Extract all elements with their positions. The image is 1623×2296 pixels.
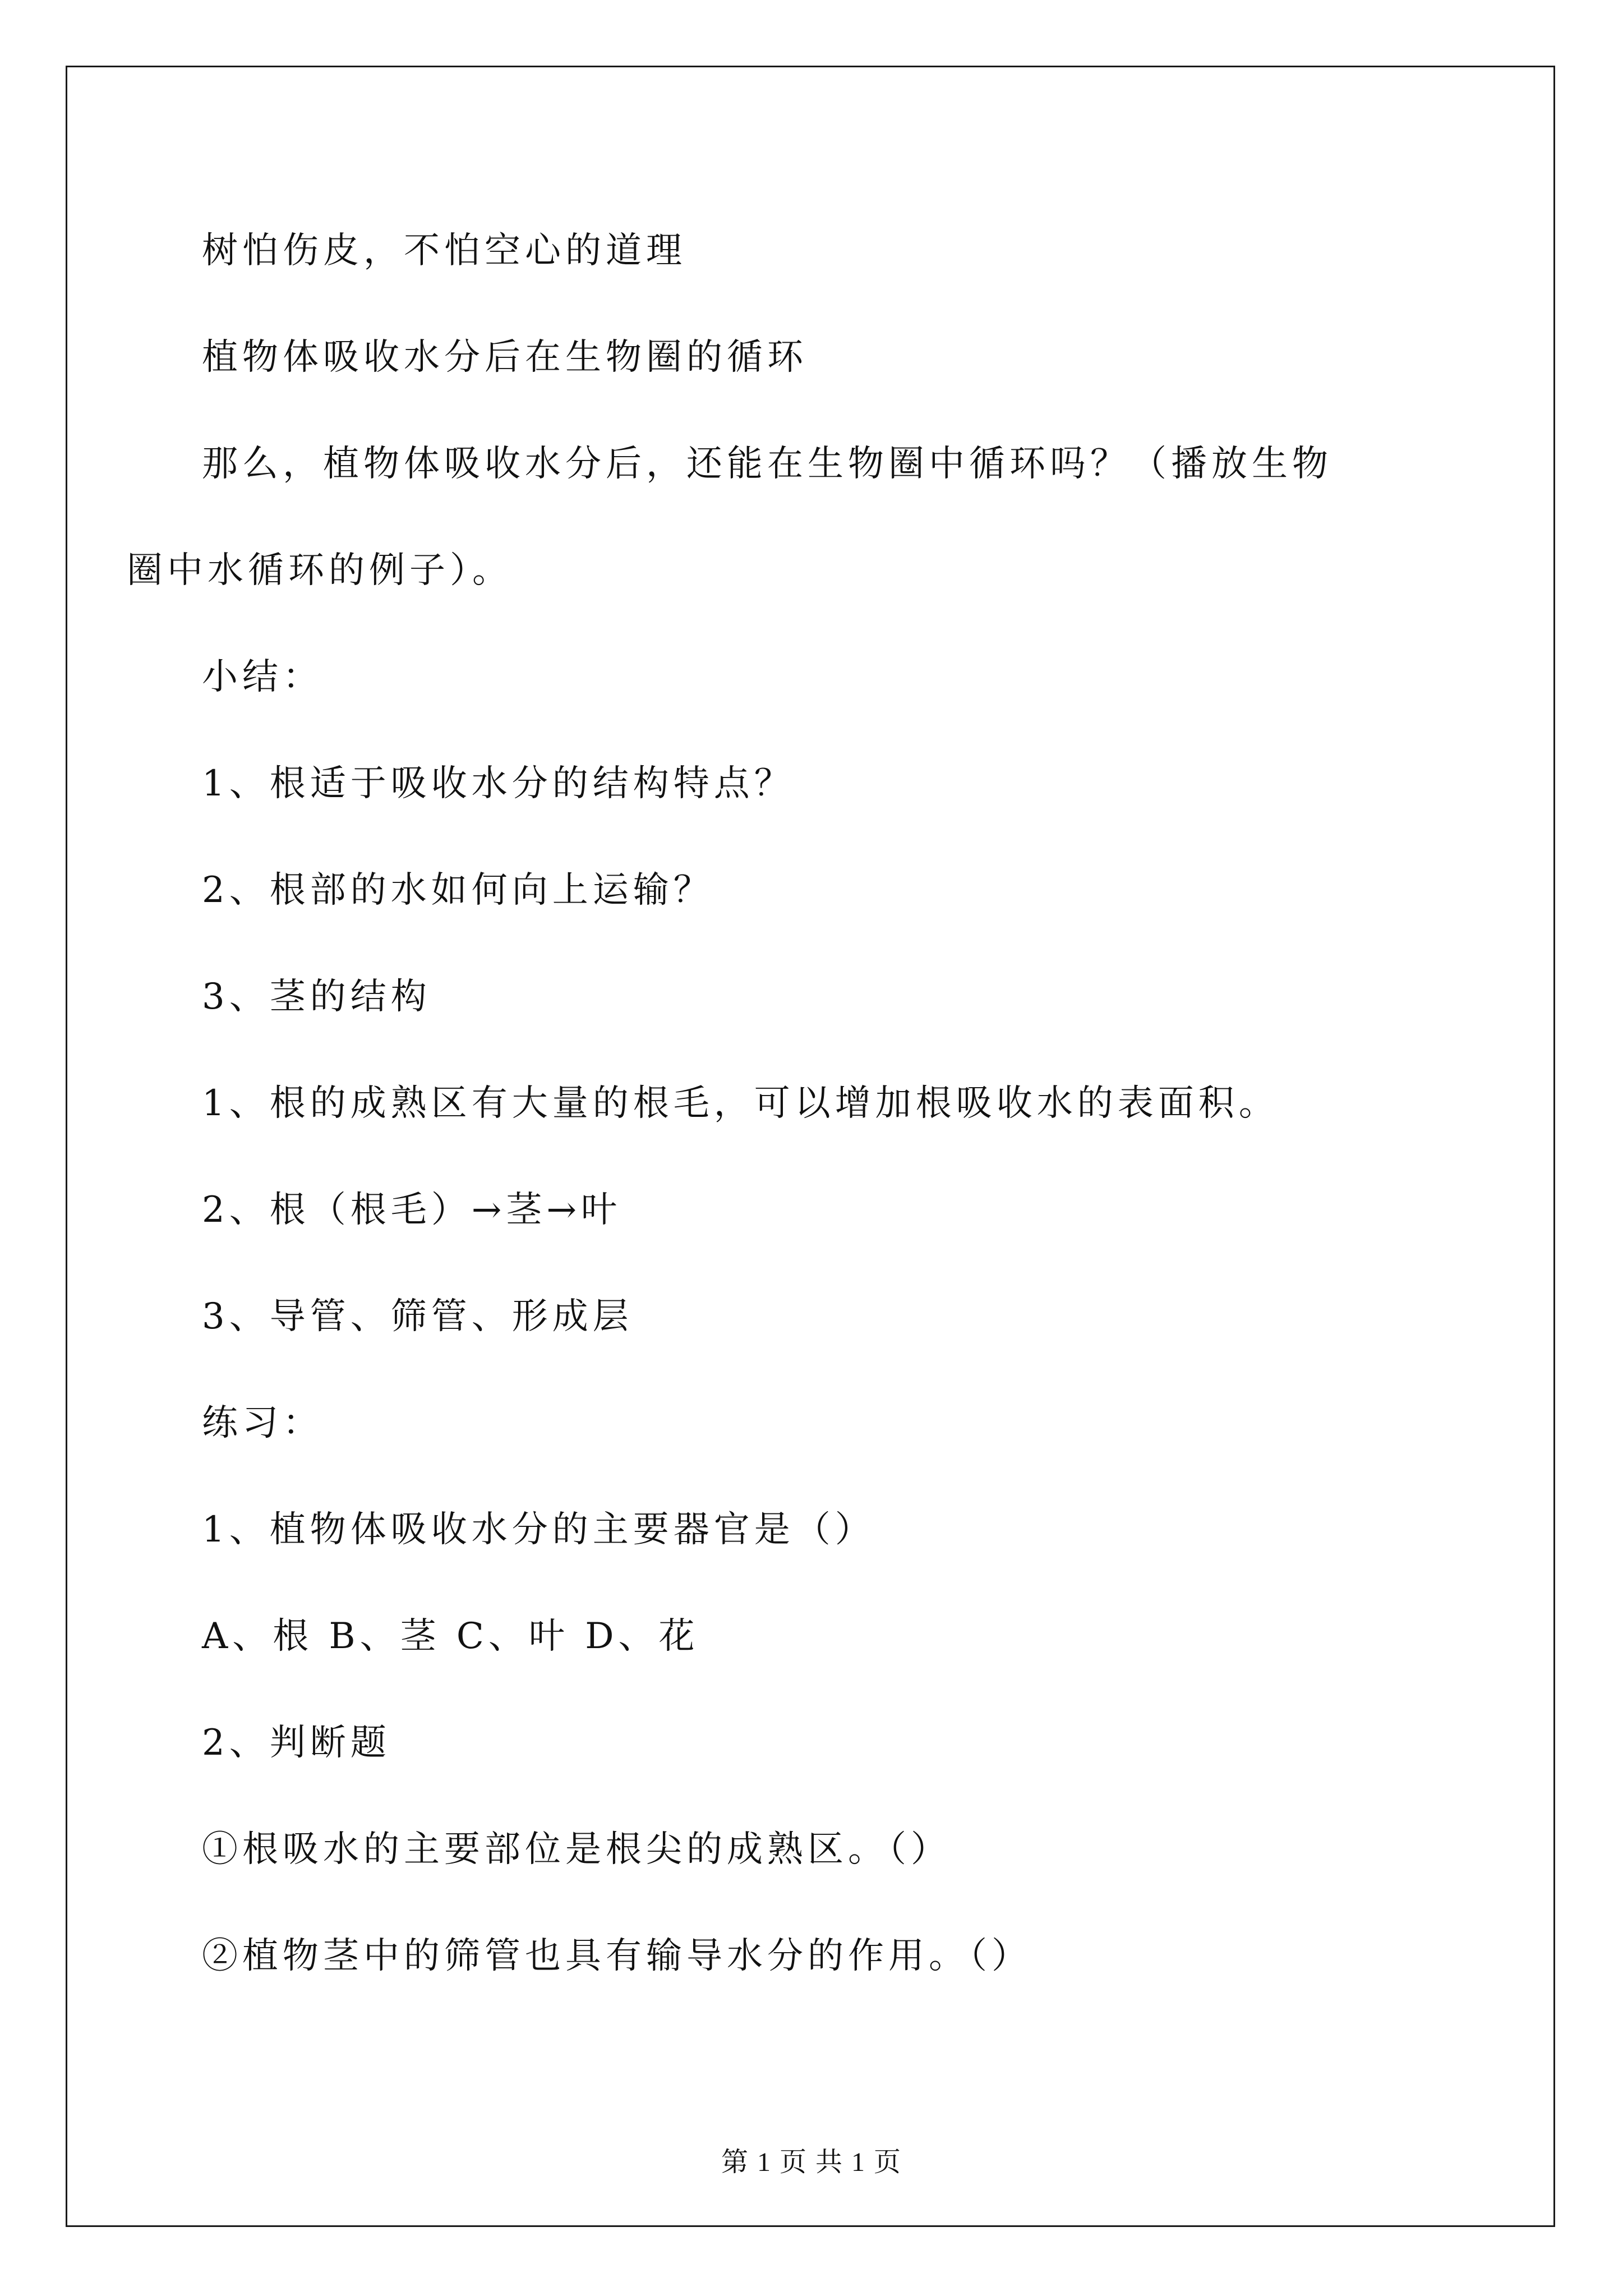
judgement-item-1: ①根吸水的主要部位是根尖的成熟区。（） [202, 1829, 951, 1870]
exercise-heading: 练习： [202, 1402, 323, 1444]
heading-water-cycle: 植物体吸收水分后在生物圈的循环 [202, 337, 808, 378]
page-footer: 第 1 页 共 1 页 [721, 2147, 902, 2177]
paragraph-question-continued: 圈中水循环的例子）。 [127, 550, 513, 591]
summary-item-2: 2、根部的水如何向上运输？ [202, 869, 714, 911]
exercise-question-1: 1、植物体吸收水分的主要器官是（） [202, 1509, 875, 1550]
judgement-item-2: ②植物茎中的筛管也具有输导水分的作用。（） [202, 1935, 1032, 1977]
paragraph-question: 那么，植物体吸收水分后，还能在生物圈中循环吗？（播放生物 [202, 443, 1332, 485]
answer-item-1: 1、根的成熟区有大量的根毛，可以增加根吸收水的表面积。 [202, 1083, 1279, 1124]
exercise-options: A、根 B、茎 C、叶 D、花 [202, 1616, 699, 1657]
summary-heading: 小结： [202, 656, 323, 698]
page-border [66, 66, 1555, 2227]
answer-item-2: 2、根（根毛）→茎→叶 [202, 1189, 621, 1231]
summary-item-3: 3、茎的结构 [202, 976, 431, 1018]
exercise-question-2: 2、判断题 [202, 1722, 391, 1764]
heading-tree-bark: 树怕伤皮，不怕空心的道理 [202, 230, 686, 272]
summary-item-1: 1、根适于吸收水分的结构特点？ [202, 763, 795, 804]
answer-item-3: 3、导管、筛管、形成层 [202, 1296, 633, 1337]
